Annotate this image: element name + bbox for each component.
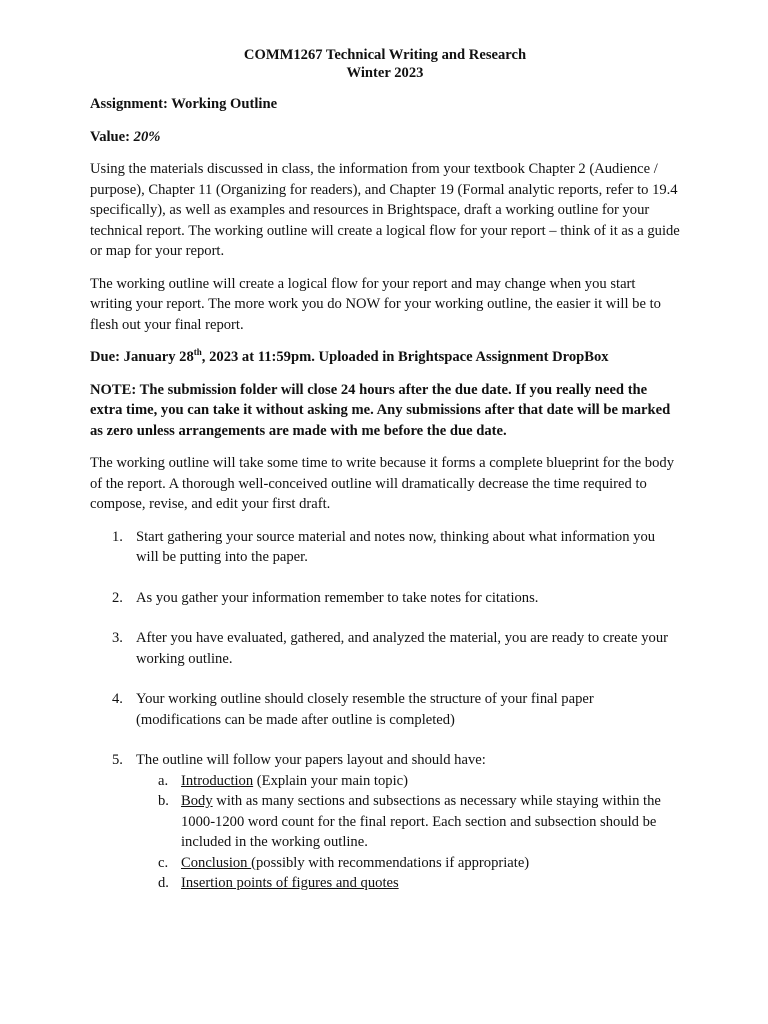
sublist-item-term: Insertion points of figures and quotes [181,875,399,891]
sublist-item-letter: d. [158,875,169,891]
assignment-name: Working Outline [171,96,278,112]
list-item [90,527,680,568]
due-rest: , 2023 at 11:59pm. Uploaded in Brightspace Assignment DropBox [201,349,609,365]
list-item-text: As you gather your information remember to take notes for citations. [136,589,539,606]
sublist-item-text: (Explain your main topic) [253,772,408,789]
course-title: COMM1267 Technical Writing and Research [243,47,527,63]
sublist-item-text: (possibly with recommendations if appropriate) [251,854,530,871]
sublist-item-letter: c. [158,854,169,871]
sublist-item-term: Body [181,793,213,809]
list-item-number: 3. [112,630,123,646]
list-item-text: The outline will follow your papers layout and should have: [136,752,486,768]
sublist-item [136,853,680,874]
note-paragraph: NOTE: The submission folder will close 24 hours after the due date. If you really need the extra time, you can take it without asking me. Any submissions after that date will be marked as zero unless arrangements are made with me before the due date. [90,381,671,439]
list-item [90,588,680,609]
value-line [90,127,680,148]
sublist-item [136,771,680,792]
term-title: Winter 2023 [346,65,424,81]
list-item-number: 5. [112,752,123,768]
sublist-item-term: Conclusion [181,854,252,871]
assignment-line [90,94,680,115]
list-item [90,750,680,894]
due-prefix: Due: January 28 [90,349,194,365]
due-date-line [90,347,680,368]
document-content [90,46,680,914]
sublist-item-letter: a. [158,772,169,789]
list-item-number: 4. [112,691,123,707]
blueprint-paragraph: The working outline will take some time to write because it forms a complete blueprint for the body of the report. A thorough well-conceived outline will dramatically decrease the time required to compose, revise, and edit your first draft. [90,455,674,512]
sublist-item-term: Introduction [181,772,254,789]
sublist-item-text: with as many sections and subsections as necessary while staying within the 1000-1200 word count for the final report. Each section and subsection should be included in the working outline. [181,793,661,850]
list-item [90,628,680,669]
outline-sublist [136,771,680,894]
due-ordinal-suffix: th [193,347,202,358]
document-header [90,46,680,82]
assignment-label: Assignment: [90,96,168,112]
list-item-text: Your working outline should closely resemble the structure of your final paper (modifications can be made after outline is completed) [136,691,594,728]
list-item-number: 1. [112,528,123,545]
intro-paragraph: Using the materials discussed in class, the information from your textbook Chapter 2 (Audience / purpose), Chapter 11 (Organizing for readers), and Chapter 19 (Formal analytic reports, refer to 19.4 specifically), as well as examples and resources in Brightspace, draft a working outline for your technical report. The working outline will create a logical flow for your report – think of it as a guide or map for your report. [90,161,680,259]
flow-paragraph: The working outline will create a logical flow for your report and may change when you start writing your report. The more work you do NOW for your working outline, the easier it will be to flesh out your final report. [90,275,661,333]
list-item-number: 2. [112,589,123,606]
value-amount: 20% [133,128,161,145]
list-item-text: After you have evaluated, gathered, and analyzed the material, you are ready to create your working outline. [136,630,669,667]
list-item [90,689,680,730]
sublist-item [136,873,680,894]
value-label: Value: [90,128,131,145]
sublist-item-letter: b. [158,793,169,809]
list-item-text: Start gathering your source material and notes now, thinking about what information you will be putting into the paper. [136,528,656,565]
sublist-item [136,791,680,853]
steps-list [90,527,680,894]
